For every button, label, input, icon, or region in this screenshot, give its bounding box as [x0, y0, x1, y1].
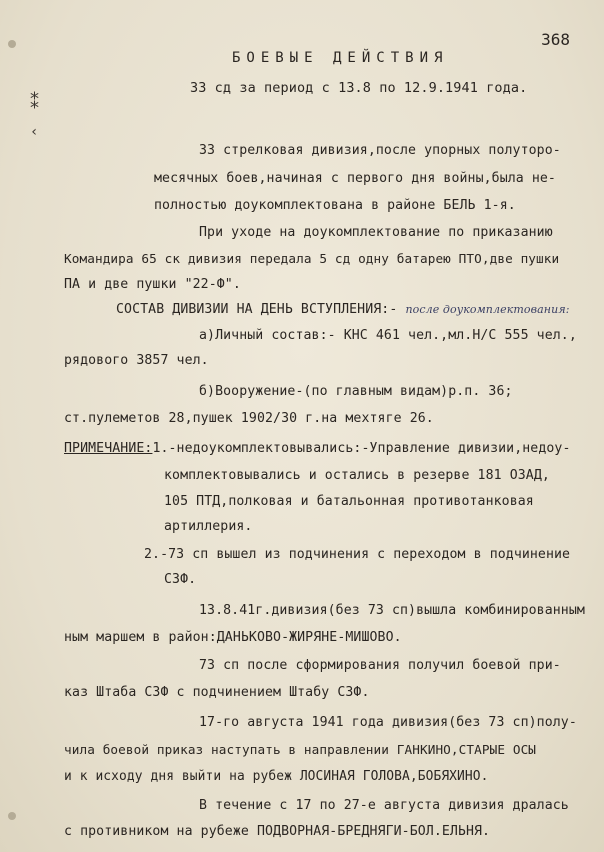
section-heading [116, 302, 570, 317]
document-title: БОЕВЫЕ ДЕЙСТВИЯ [232, 50, 449, 66]
text-line: 13.8.41г.дивизия(без 73 сп)вышла комбинированным [199, 603, 585, 618]
margin-mark: ⁑ [30, 92, 39, 113]
section-heading-text: СОСТАВ ДИВИЗИИ НА ДЕНЬ ВСТУПЛЕНИЯ:- [116, 302, 398, 317]
punch-hole [8, 40, 16, 48]
text-line: и к исходу дня выйти на рубеж ЛОСИНАЯ ГОЛОВА,БОБЯХИНО. [64, 769, 489, 784]
note-label: ПРИМЕЧАНИЕ: [64, 441, 153, 456]
page-number: 368 [541, 30, 570, 49]
text-line: 105 ПТД,полковая и батальонная противотанковая [164, 494, 534, 509]
text-line: рядового 3857 чел. [64, 353, 209, 368]
text-line: В течение с 17 по 27-е августа дивизия дралась [199, 798, 569, 813]
text-line: полностью доукомплектована в районе БЕЛЬ 1-я. [154, 198, 516, 213]
text-line: с противником на рубеже ПОДВОРНАЯ-БРЕДНЯГИ-БОЛ.ЕЛЬНЯ. [64, 824, 491, 839]
text-line: 2.-73 сп вышел из подчинения с переходом в подчинение [144, 547, 571, 562]
punch-hole [8, 812, 16, 820]
text-line: каз Штаба СЗФ с подчинением Штабу СЗФ. [64, 685, 370, 700]
text-line: СЗФ. [164, 572, 197, 587]
text-line: 17-го августа 1941 года дивизия(без 73 сп)полу- [199, 715, 577, 730]
text-line: чила боевой приказ наступать в направлении ГАНКИНО,СТАРЫЕ ОСЫ [64, 742, 537, 757]
margin-mark: ‹ [30, 124, 39, 140]
text-line: 73 сп после сформирования получил боевой при- [199, 658, 561, 673]
text-line: месячных боев,начиная с первого дня войны,была не- [154, 171, 556, 186]
text-line: а)Личный состав:- КНС 461 чел.,мл.Н/С 555 чел., [199, 328, 577, 343]
text-line: ст.пулеметов 28,пушек 1902/30 г.на мехтяге 26. [64, 411, 434, 426]
text-line: ным маршем в район:ДАНЬКОВО-ЖИРЯНЕ-МИШОВО. [64, 630, 402, 645]
text-line: Командира 65 ск дивизия передала 5 сд одну батарею ПТО,две пушки [64, 251, 560, 266]
text-line: комплектовывались и остались в резерве 181 ОЗАД, [164, 468, 550, 483]
note-line [64, 441, 571, 456]
text-line: ПА и две пушки "22-Ф". [64, 277, 241, 292]
text-line: При уходе на доукомплектование по приказанию [199, 225, 553, 240]
text-line: 33 стрелковая дивизия,после упорных полуторо- [199, 143, 561, 158]
handwritten-note: после доукомплектования: [405, 303, 570, 316]
document-subtitle: 33 сд за период с 13.8 по 12.9.1941 года. [190, 80, 528, 96]
text-line: артиллерия. [164, 519, 253, 534]
text-line: б)Вооружение-(по главным видам)р.п. 36; [199, 384, 513, 399]
note-text: 1.-недоукомплектовывались:-Управление дивизии,недоу- [152, 441, 571, 456]
